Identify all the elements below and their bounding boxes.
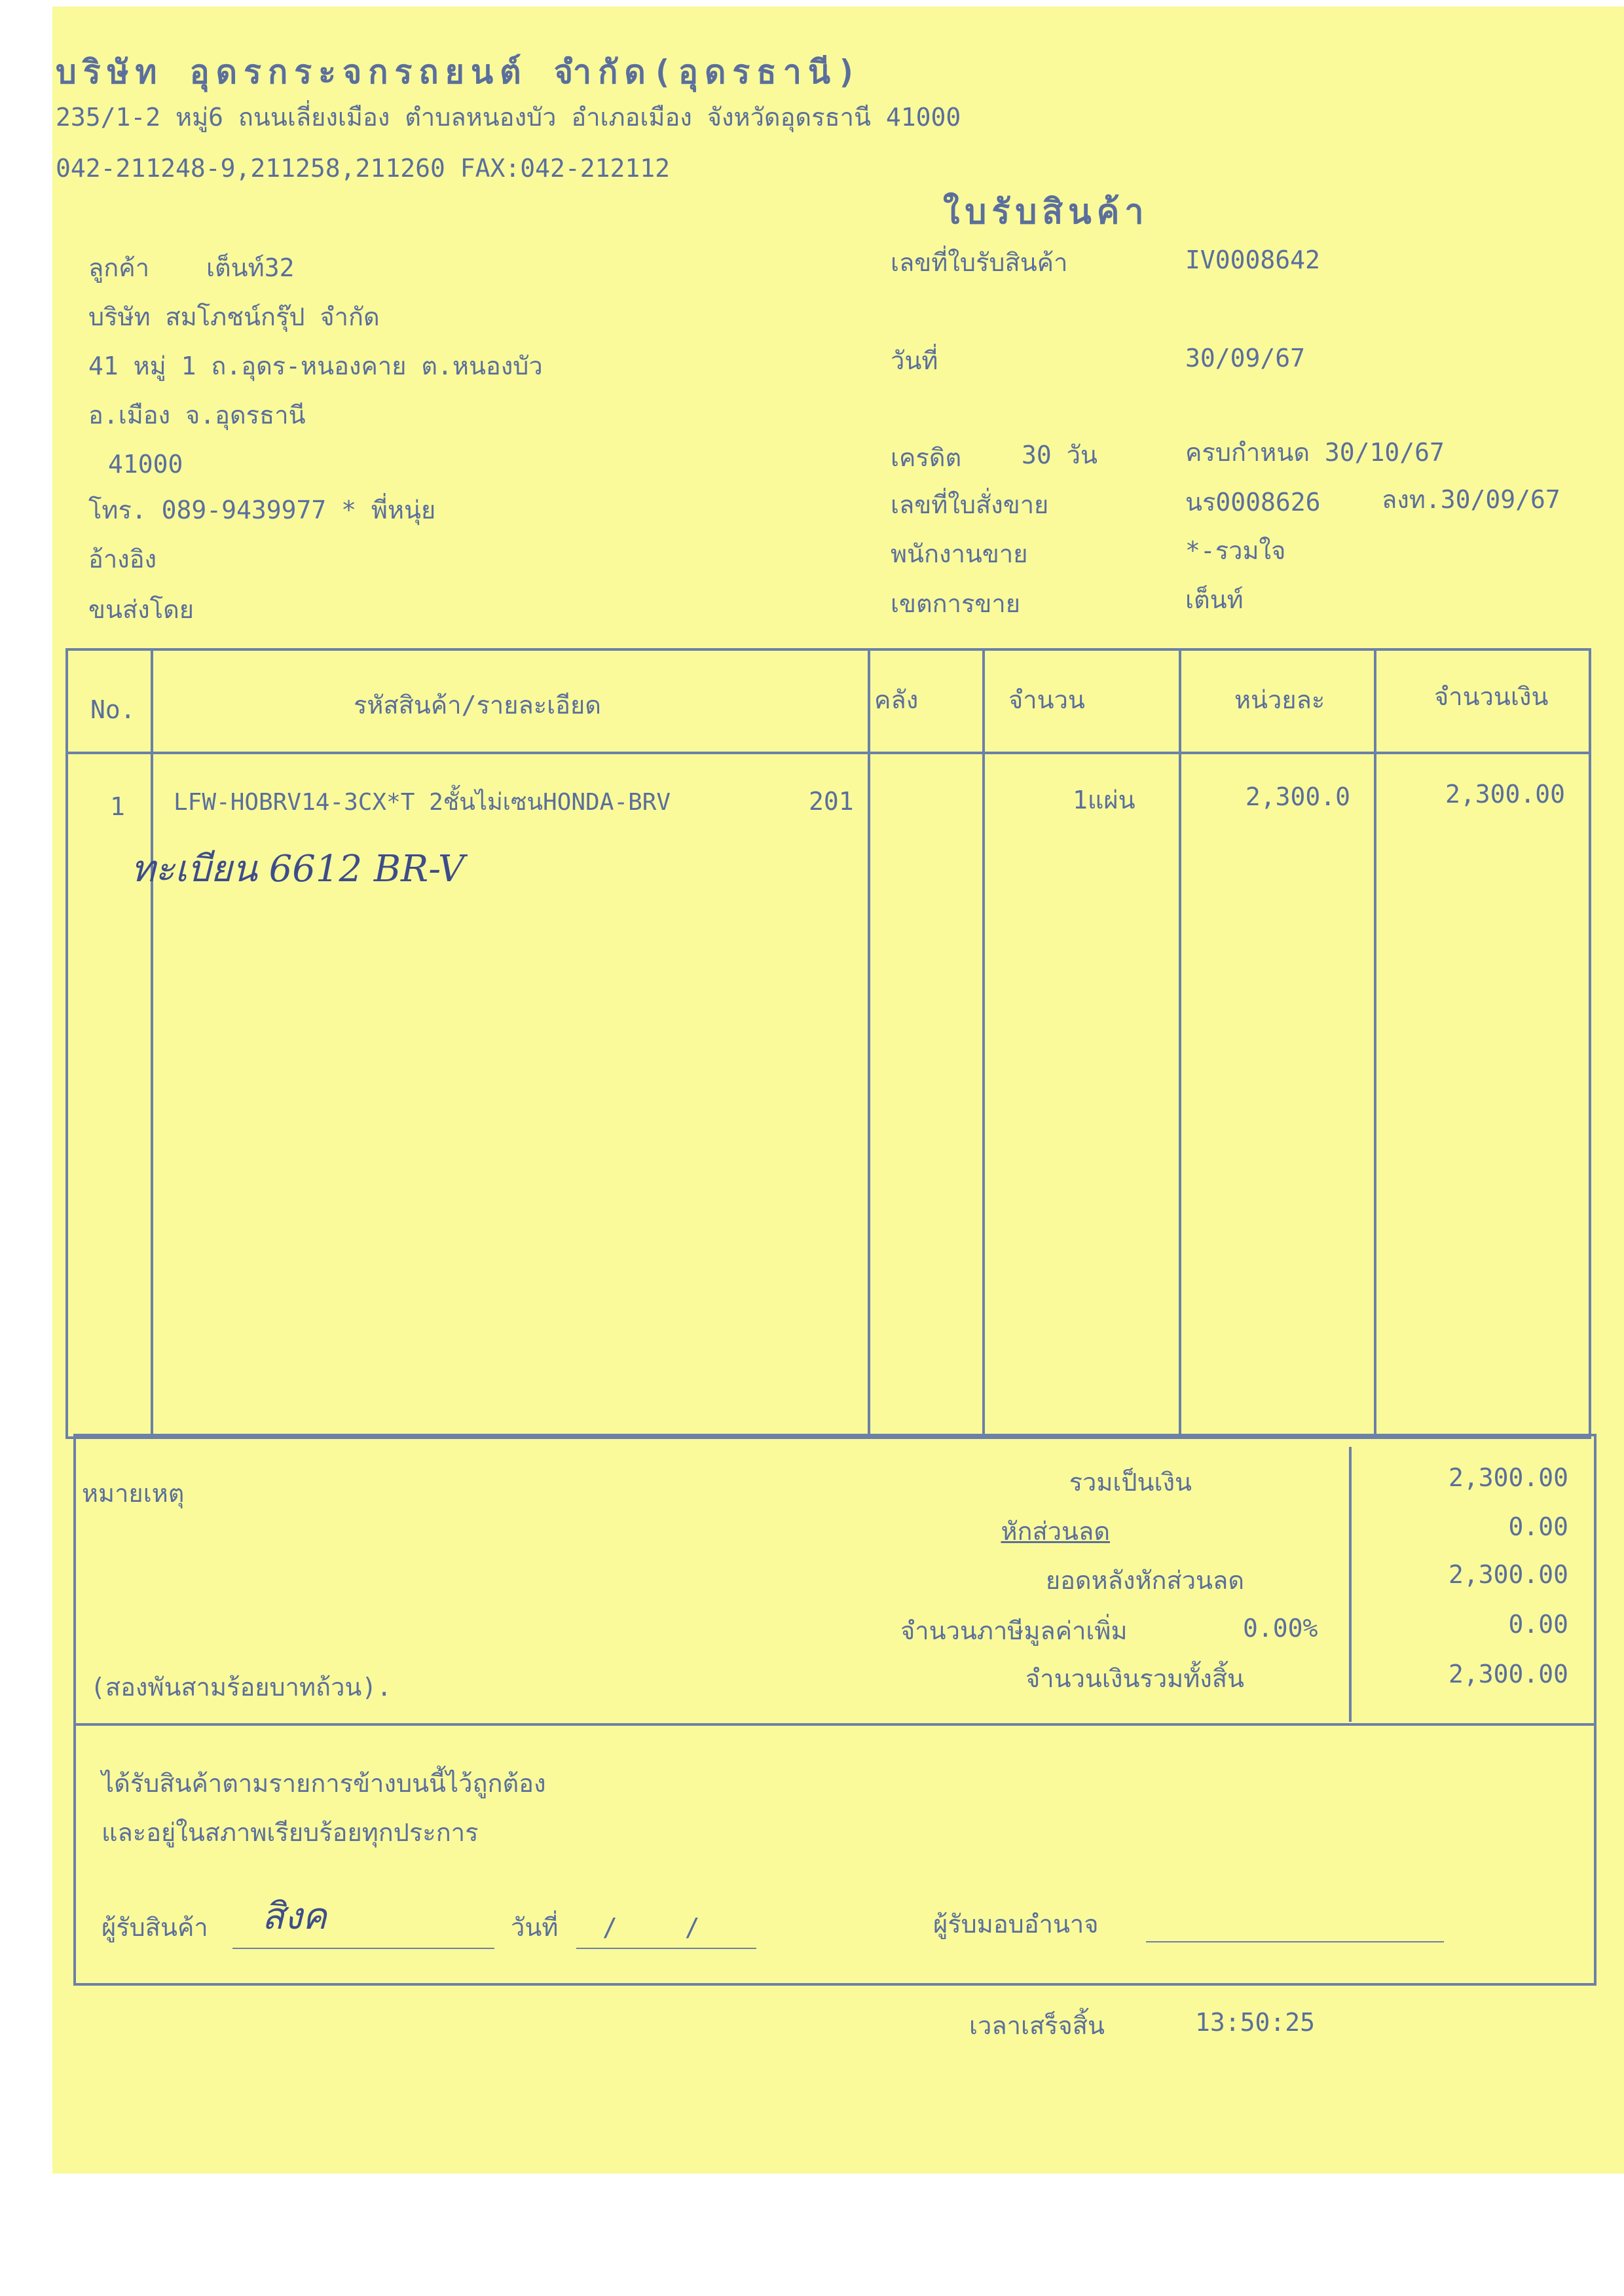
customer-name: บริษัท สมโภชน์กรุ๊ป จำกัด bbox=[88, 302, 380, 331]
col-divider-2 bbox=[868, 648, 870, 1436]
customer-address-1: 41 หมู่ 1 ถ.อุดร-หนองคาย ต.หนองบัว bbox=[88, 352, 543, 380]
customer-label: ลูกค้า bbox=[88, 253, 150, 282]
customer-phone: โทร. 089-9439977 * พี่หนุ่ย bbox=[88, 496, 436, 524]
sales-order-no: นร0008626 bbox=[1185, 488, 1321, 517]
vat-rate: 0.00% bbox=[1243, 1614, 1318, 1643]
authorized-signature-line bbox=[1146, 1941, 1444, 1942]
after-discount-value: 2,300.00 bbox=[1448, 1560, 1568, 1589]
finish-time-label: เวลาเสร็จสิ้น bbox=[969, 2011, 1105, 2040]
receive-date-blank: / / bbox=[602, 1913, 726, 1942]
document-title: ใบรับสินค้า bbox=[943, 192, 1149, 232]
receipt-no: IV0008642 bbox=[1185, 246, 1320, 274]
header-store: คลัง bbox=[874, 685, 919, 714]
summary-bottom-line bbox=[73, 1723, 1594, 1726]
after-discount-label: ยอดหลังหักส่วนลด bbox=[1045, 1566, 1244, 1595]
credit-days: 30 วัน bbox=[1022, 441, 1098, 469]
row-description: LFW-HOBRV14-3CX*T 2ชั้นไม่เซนHONDA-BRV bbox=[174, 789, 671, 816]
receiver-label: ผู้รับสินค้า bbox=[101, 1913, 208, 1942]
discount-value: 0.00 bbox=[1508, 1512, 1568, 1541]
customer-code: เต็นท์32 bbox=[206, 253, 295, 282]
acknowledge-line-2: และอยู่ในสภาพเรียบร้อยทุกประการ bbox=[101, 1818, 479, 1847]
vat-value: 0.00 bbox=[1508, 1610, 1568, 1639]
date-value: 30/09/67 bbox=[1185, 344, 1306, 373]
row-code: 201 bbox=[809, 787, 854, 816]
company-name: บริษัท อุดรกระจกรถยนต์ จำกัด(อุดรธานี) bbox=[56, 53, 864, 91]
amount-in-words: (สองพันสามร้อยบาทถ้วน). bbox=[90, 1673, 392, 1702]
company-address: 235/1-2 หมู่6 ถนนเลี่ยงเมือง ตำบลหนองบัว อำเภอเมือง จังหวัดอุดรธานี 41000 bbox=[56, 103, 961, 132]
receiver-signature-line bbox=[232, 1948, 494, 1949]
col-divider-3 bbox=[982, 648, 985, 1436]
credit-label: เครดิต bbox=[891, 443, 962, 472]
receipt-no-label: เลขที่ใบรับสินค้า bbox=[891, 248, 1068, 277]
row-quantity: 1แผ่น bbox=[1073, 786, 1135, 814]
sales-zone-label: เขตการขาย bbox=[891, 589, 1020, 618]
header-description: รหัสสินค้า/รายละเอียด bbox=[354, 691, 601, 720]
total-label: รวมเป็นเงิน bbox=[1069, 1468, 1192, 1497]
col-divider-5 bbox=[1374, 648, 1376, 1436]
header-quantity: จำนวน bbox=[1008, 685, 1085, 714]
date-label: วันที่ bbox=[891, 346, 938, 375]
discount-label: หักส่วนลด bbox=[1001, 1517, 1110, 1546]
acknowledge-line-1: ได้รับสินค้าตามรายการข้างบนนี้ไว้ถูกต้อง bbox=[101, 1769, 546, 1798]
receive-date-label: วันที่ bbox=[511, 1913, 559, 1942]
header-amount: จำนวนเงิน bbox=[1434, 682, 1549, 711]
salesperson-label: พนักงานขาย bbox=[891, 539, 1028, 568]
reference-label: อ้างอิง bbox=[88, 545, 157, 574]
finish-time: 13:50:25 bbox=[1195, 2008, 1316, 2037]
salesperson: *-รวมใจ bbox=[1185, 536, 1286, 565]
row-unit-price: 2,300.0 bbox=[1245, 782, 1350, 811]
sales-order-date: ลงท.30/09/67 bbox=[1382, 485, 1560, 514]
header-unit-price: หน่วยละ bbox=[1234, 685, 1325, 714]
authorized-label: ผู้รับมอบอำนาจ bbox=[933, 1910, 1099, 1939]
col-divider-1 bbox=[151, 648, 153, 1436]
company-phone: 042-211248-9,211258,211260 FAX:042-212112 bbox=[56, 154, 670, 183]
summary-divider bbox=[1349, 1447, 1352, 1722]
sales-order-label: เลขที่ใบสั่งขาย bbox=[891, 490, 1049, 519]
due-date: ครบกำหนด 30/10/67 bbox=[1185, 438, 1445, 467]
receive-date-line bbox=[576, 1948, 756, 1949]
vat-label: จำนวนภาษีมูลค่าเพิ่ม bbox=[900, 1616, 1128, 1645]
row-amount: 2,300.00 bbox=[1445, 780, 1565, 809]
table-header-divider bbox=[65, 752, 1589, 754]
remark-label: หมายเหตุ bbox=[82, 1479, 185, 1508]
handwritten-note: ทะเบียน 6612 BR-V bbox=[131, 848, 465, 890]
receiver-signature: สิงค bbox=[262, 1895, 327, 1938]
ship-by-label: ขนส่งโดย bbox=[88, 595, 194, 624]
customer-postcode: 41000 bbox=[108, 450, 183, 479]
grand-total-label: จำนวนเงินรวมทั้งสิ้น bbox=[1025, 1664, 1244, 1693]
total-value: 2,300.00 bbox=[1448, 1463, 1568, 1492]
sales-zone: เต็นท์ bbox=[1185, 585, 1244, 614]
header-no: No. bbox=[90, 695, 136, 724]
grand-total-value: 2,300.00 bbox=[1448, 1660, 1568, 1688]
items-table bbox=[65, 648, 1591, 1439]
customer-address-2: อ.เมือง จ.อุดรธานี bbox=[88, 401, 306, 429]
row-no: 1 bbox=[110, 792, 125, 821]
col-divider-4 bbox=[1179, 648, 1181, 1436]
